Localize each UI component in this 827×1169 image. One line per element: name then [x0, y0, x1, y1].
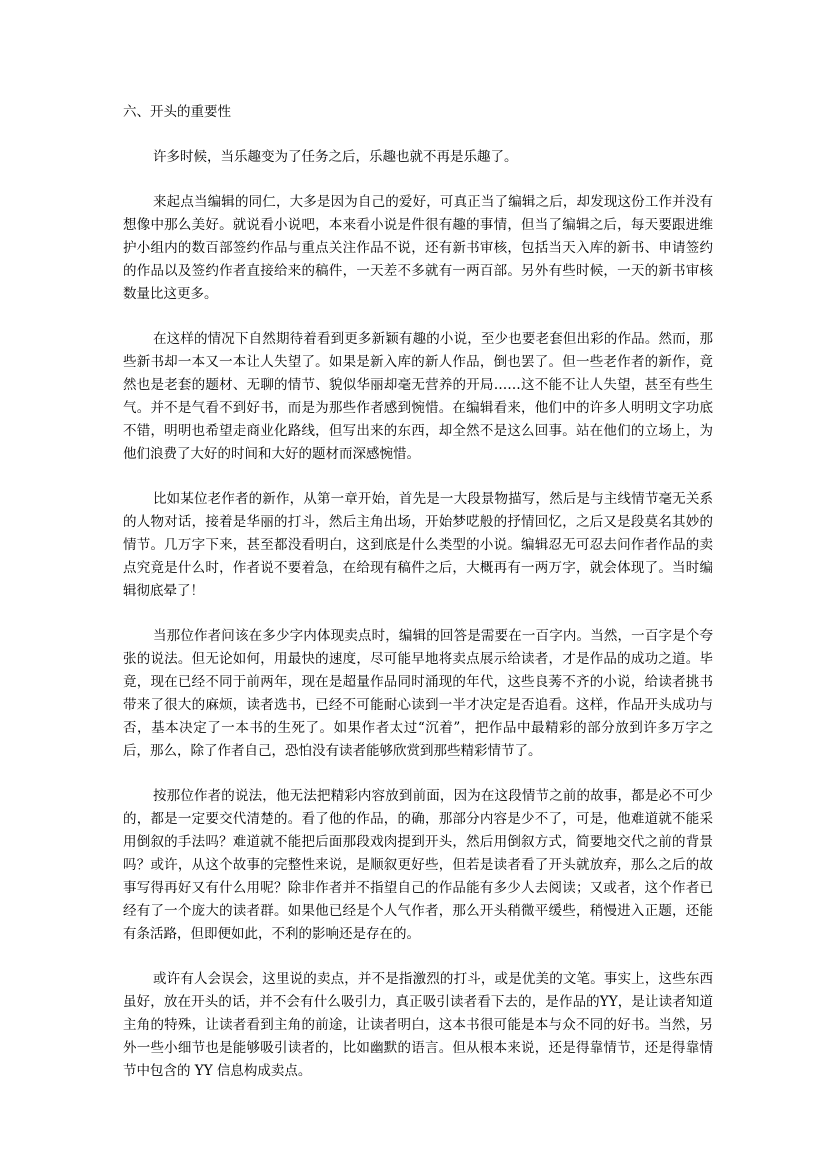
- paragraph-4: 比如某位老作者的新作，从第一章开始，首先是一大段景物描写，然后是与主线情节毫无关系的人物对话，接着是华丽的打斗，然后主角出场，开始梦呓般的抒情回忆，之后又是段莫名其妙的情节。几万字下来，甚至都没看明白，这到底是什么类型的小说。编辑忍无可忍去问作者作品的卖点究竟是什么时，作者说不要着急，在给现有稿件之后，大概再有一两万字，就会体现了。当时编辑彻底晕了！: [123, 491, 713, 599]
- paragraph-7: 或许有人会误会，这里说的卖点，并不是指激烈的打斗，或是优美的文笔。事实上，这些东西虽好，放在开头的话，并不会有什么吸引力，真正吸引读者看下去的，是作品的YY，是让读者知道主角的特殊，让读者看到主角的前途，让读者明白，这本书很可能是本与众不同的好书。当然，另外一些小细节也是能够吸引读者的，比如幽默的语言。但从根本来说，还是得靠情节，还是得靠情节中包含的 YY 信息构成卖点。: [123, 971, 713, 1079]
- paragraph-6: 按那位作者的说法，他无法把精彩内容放到前面，因为在这段情节之前的故事，都是必不可少的，都是一定要交代清楚的。看了他的作品，的确，那部分内容是少不了，可是，他难道就不能采用倒叙的手法吗？难道就不能把后面那段戏肉提到开头，然后用倒叙方式，简要地交代之前的背景吗？或许，从这个故事的完整性来说，是顺叙更好些，但若是读者看了开头就放弃，那么之后的故事写得再好又有什么用呢？除非作者并不指望自己的作品能有多少人去阅读；又或者，这个作者已经有了一个庞大的读者群。如果他已经是个人气作者，那么开头稍微平缓些，稍慢进入正题，还能有条活路，但即便如此，不利的影响还是存在的。: [123, 788, 713, 942]
- paragraph-2: 来起点当编辑的同仁，大多是因为自己的爱好，可真正当了编辑之后，却发现这份工作并没有想像中那么美好。就说看小说吧，本来看小说是件很有趣的事情，但当了编辑之后，每天要跟进维护小组内的数百部签约作品与重点关注作品不说，还有新书审核，包括当天入库的新书、申请签约的作品以及签约作者直接给来的稿件，一天差不多就有一两百部。另外有些时候，一天的新书审核数量比这更多。: [123, 194, 713, 302]
- paragraph-3: 在这样的情况下自然期待着看到更多新颖有趣的小说，至少也要老套但出彩的作品。然而，那些新书却一本又一本让人失望了。如果是新入库的新人作品，倒也罢了。但一些老作者的新作，竟然也是老套的题材、无聊的情节、貌似华丽却毫无营养的开局……这不能不让人失望，甚至有些生气。并不是气看不到好书，而是为那些作者感到惋惜。在编辑看来，他们中的许多人明明文字功底不错，明明也希望走商业化路线，但写出来的东西，却全然不是这么回事。站在他们的立场上，为他们浪费了大好的时间和大好的题材而深感惋惜。: [123, 331, 713, 462]
- section-heading: 六、开头的重要性: [123, 104, 231, 120]
- paragraph-5: 当那位作者问该在多少字内体现卖点时，编辑的回答是需要在一百字内。当然，一百字是个夸张的说法。但无论如何，用最快的速度，尽可能早地将卖点展示给读者，才是作品的成功之道。毕竟，现在已经不同于前两年，现在是超量作品同时涌现的年代，这些良莠不齐的小说，给读者挑书带来了很大的麻烦，读者选书，已经不可能耐心读到一半才决定是否追看。这样，作品开头成功与否，基本决定了一本书的生死了。如果作者太过“沉着”，把作品中最精彩的部分放到许多万字之后，那么，除了作者自己，恐怕没有读者能够欣赏到那些精彩情节了。: [123, 628, 713, 759]
- paragraph-1: 许多时候，当乐趣变为了任务之后，乐趣也就不再是乐趣了。: [153, 149, 518, 165]
- document-body: [123, 102, 713, 1105]
